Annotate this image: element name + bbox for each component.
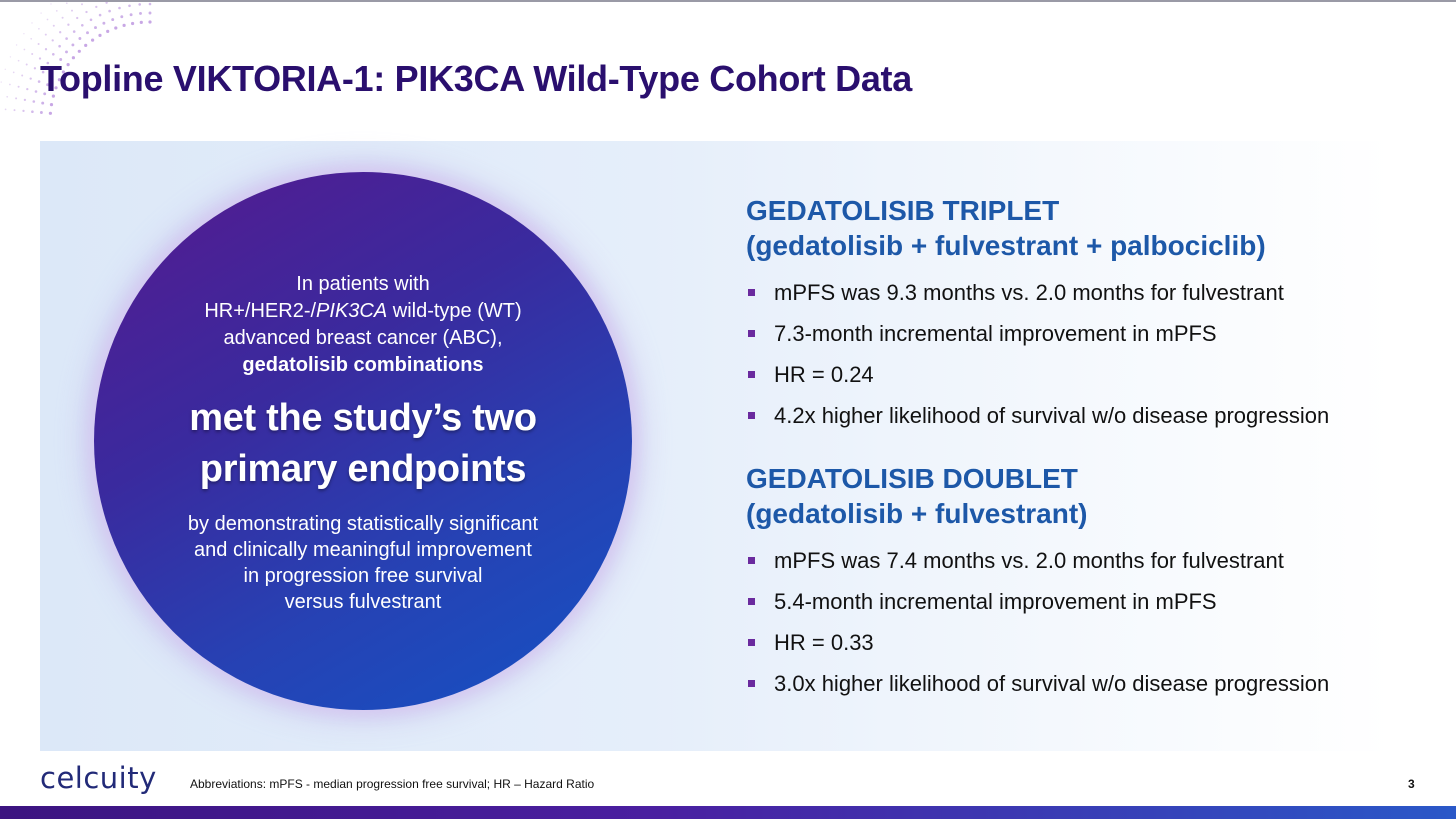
square-bullet-icon [748,289,755,296]
intro-line: In patients with [296,273,430,295]
square-bullet-icon [748,557,755,564]
decor-dot [41,102,44,105]
decor-dot [95,6,97,8]
list-item [748,548,1329,589]
decor-dot [99,14,102,17]
intro-line-suffix: wild-type (WT) [387,300,522,322]
square-bullet-icon [748,371,755,378]
decor-dot [47,19,49,21]
decor-dot [76,17,78,19]
decor-dot [102,22,105,25]
doublet-heading-line2: (gedatolisib + fulvestrant) [746,498,1088,529]
doublet-bullet-list [748,548,1329,712]
list-item [748,630,1329,671]
decor-dot [128,5,131,8]
decor-dot [139,12,142,15]
decor-dot [45,48,47,50]
decor-dot [114,26,117,29]
decor-dot [23,33,24,34]
circle-intro [140,271,586,379]
decor-dot [149,12,152,15]
doublet-heading [746,461,1088,531]
headline-line: met the study’s two [189,397,537,439]
decor-dot [123,24,126,27]
decor-dot [9,84,11,86]
triplet-heading-line1: GEDATOLISIB TRIPLET [746,195,1060,226]
bullet-text: mPFS was 9.3 months vs. 2.0 months for fulvestrant [774,280,1284,305]
decor-dot [45,34,47,36]
decor-dot [52,53,55,56]
bullet-text: 3.0x higher likelihood of survival w/o disease progression [774,671,1330,696]
decor-dot [5,69,6,70]
decor-dot [85,11,87,13]
square-bullet-icon [748,412,755,419]
decor-dot [65,50,68,53]
decor-dot [148,20,151,23]
decor-dot [111,18,114,21]
company-logo: celcuity [40,761,157,795]
decor-dot [21,75,23,77]
decor-dot [33,100,36,103]
decor-dot [118,7,121,10]
bullet-text: HR = 0.33 [774,630,874,655]
slide-title: Topline VIKTORIA-1: PIK3CA Wild-Type Cohort Data [40,58,912,99]
decor-dot [66,2,68,4]
decor-dot [49,112,52,115]
triplet-bullet-list [748,280,1329,444]
decor-dot [34,67,36,69]
square-bullet-icon [748,639,755,646]
decor-dot [105,2,107,4]
list-item [748,280,1329,321]
list-item [748,671,1329,712]
triplet-heading-line2: (gedatolisib + fulvestrant + palbociclib) [746,230,1266,261]
decor-dot [108,10,111,13]
decor-dot [30,77,32,79]
intro-line-prefix: HR+/HER2-/ [204,300,317,322]
decor-dot [59,31,61,33]
decor-dot [18,86,20,88]
decor-dot [53,25,55,27]
list-item [748,589,1329,630]
circle-closing [140,511,586,615]
decor-dot [138,3,141,6]
decor-dot [98,34,101,37]
doublet-heading-line1: GEDATOLISIB DOUBLET [746,463,1078,494]
decor-dot [78,50,81,53]
intro-line [140,298,586,325]
decor-dot [140,21,143,24]
intro-line-bold: gedatolisib combinations [242,354,484,376]
bullet-text: 7.3-month incremental improvement in mPFS [774,321,1217,346]
list-item [748,321,1329,362]
decor-dot [120,15,123,18]
page-number: 3 [1408,777,1415,791]
decor-dot [71,10,73,12]
decor-dot [18,60,20,62]
decor-dot [40,12,41,13]
decor-dot [1,81,2,82]
decor-dot [6,96,8,98]
square-bullet-icon [748,598,755,605]
list-item [748,403,1329,444]
decor-dot [94,26,97,29]
decor-dot [73,30,76,33]
decor-dot [31,110,34,113]
decor-dot [10,56,11,57]
decor-dot [71,43,74,46]
triplet-heading [746,193,1266,263]
decor-dot [84,44,87,47]
decor-dot [38,43,40,45]
decor-dot [30,38,32,40]
decor-dot [81,24,84,27]
closing-line: and clinically meaningful improvement [194,539,532,561]
circle-headline [140,393,586,495]
closing-line: versus fulvestrant [284,591,442,613]
bullet-text: mPFS was 7.4 months vs. 2.0 months for fulvestrant [774,548,1284,573]
decor-dot [22,110,24,112]
decor-dot [31,53,33,55]
decor-dot [91,39,94,42]
decor-dot [40,111,43,114]
decor-dot [50,103,53,106]
decor-dot [56,10,58,12]
decor-dot [106,30,109,33]
decor-dot [13,72,15,74]
decor-dot [86,31,89,34]
decor-dot [50,3,51,4]
decor-dot [15,97,17,99]
decor-dot [58,45,61,48]
decor-dot [149,3,152,6]
closing-line: by demonstrating statistically significant [187,513,539,535]
decor-dot [5,109,7,111]
decor-dot [65,37,68,40]
decor-dot [38,28,40,30]
square-bullet-icon [748,330,755,337]
intro-line-italic: PIK3CA [316,300,388,322]
top-divider [0,0,1456,2]
list-item [748,362,1329,403]
decor-dot [35,90,38,93]
decor-dot [130,13,133,16]
decor-dot [26,64,28,66]
decor-dot [131,22,134,25]
decor-dot [31,22,32,23]
decor-dot [81,3,83,5]
closing-line: in progression free survival [243,565,483,587]
bullet-text: HR = 0.24 [774,362,874,387]
decor-dot [14,109,16,111]
bottom-accent-bar [0,806,1456,819]
decor-dot [90,19,93,22]
decor-dot [16,44,17,45]
decor-dot [24,99,26,101]
bullet-text: 5.4-month incremental improvement in mPFS [774,589,1217,614]
decor-dot [62,17,64,19]
square-bullet-icon [748,680,755,687]
decor-dot [67,24,69,26]
abbreviations-footnote: Abbreviations: mPFS - median progression free survival; HR – Hazard Ratio [190,777,595,791]
decor-dot [24,49,26,51]
bullet-text: 4.2x higher likelihood of survival w/o disease progression [774,403,1330,428]
decor-dot [52,39,54,41]
decor-dot [78,37,81,40]
intro-line: advanced breast cancer (ABC), [223,327,503,349]
headline-line: primary endpoints [199,448,527,490]
decor-dot [26,88,28,90]
